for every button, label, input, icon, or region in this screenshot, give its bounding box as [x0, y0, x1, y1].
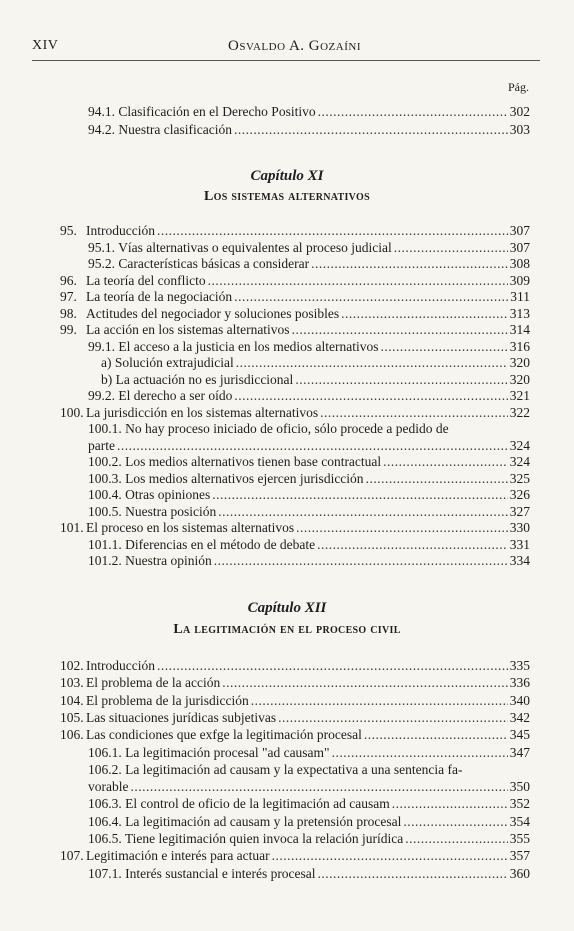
toc-entry[interactable] — [0, 387, 574, 404]
toc-entry[interactable] — [0, 761, 574, 778]
chapter-xii-subtitle: La legitimación en el proceso civil — [173, 622, 401, 637]
toc-entry-page: 342 — [509, 709, 530, 725]
toc-entry-title: b) La actuación no es jurisdiccional — [101, 371, 294, 387]
toc-entry-title: 95.2. Características básicas a considerar — [88, 256, 310, 271]
toc-entry-page: 316 — [509, 338, 530, 354]
toc-entry-title: 106.5. Tiene legitimación quien invoca la relación jurídica — [88, 831, 404, 846]
toc-entry-page: 347 — [509, 744, 530, 760]
toc-entry-title: La acción en los sistemas alternativos — [86, 322, 290, 337]
dot-leader — [318, 103, 508, 120]
toc-entry-title: Actitudes del negociador y soluciones posibles — [86, 305, 340, 321]
toc-entry[interactable] — [0, 305, 574, 322]
toc-entry-title: a) Solución extrajudicial — [101, 355, 234, 370]
toc-entry-title: 100.3. Los medios alternativos ejercen jurisdicción — [88, 470, 364, 486]
toc-entry[interactable] — [0, 692, 574, 709]
toc-entry[interactable] — [0, 744, 574, 761]
toc-entry-page: 303 — [509, 122, 530, 137]
dot-leader — [218, 503, 508, 520]
toc-entry[interactable] — [0, 674, 574, 691]
dot-leader — [130, 778, 507, 795]
toc-entry-page: 313 — [509, 305, 530, 321]
toc-entry-title: Las situaciones jurídicas subjetivas — [86, 709, 277, 725]
dot-leader — [317, 536, 508, 553]
chapter-xi-subtitle: Los sistemas alternativos — [204, 189, 370, 204]
dot-leader — [364, 726, 508, 743]
header-rule — [32, 60, 540, 61]
toc-entry[interactable] — [0, 321, 574, 338]
toc-entry-number: 100. — [60, 404, 84, 420]
toc-entry-page: 325 — [509, 470, 530, 486]
toc-entry-title: El proceso en los sistemas alternativos — [86, 520, 295, 535]
page-column-label: Pág. — [508, 80, 529, 94]
dot-leader — [208, 272, 508, 289]
toc-entry[interactable] — [0, 354, 574, 371]
toc-entry-title: vorable — [88, 779, 129, 795]
toc-entry-page: 355 — [509, 831, 530, 846]
toc-entry[interactable] — [0, 121, 574, 138]
toc-entry-page: 324 — [509, 437, 530, 453]
toc-entry-page: 354 — [509, 813, 530, 829]
dot-leader — [157, 657, 508, 674]
toc-entry-number: 106. — [60, 727, 84, 743]
toc-entry-page: 330 — [509, 520, 530, 535]
toc-entry-title: La teoría de la negociación — [86, 289, 233, 304]
toc-entry[interactable] — [0, 813, 574, 830]
toc-entry[interactable] — [0, 847, 574, 864]
toc-entry-number: 95. — [60, 223, 77, 238]
toc-entry-title: 106.4. La legitimación ad causam y la pretensión procesal — [88, 813, 402, 829]
toc-entry-page: 345 — [509, 727, 530, 743]
toc-entry-page: 340 — [509, 692, 530, 708]
toc-entry-page: 314 — [509, 322, 530, 337]
toc-entry-title: 99.1. El acceso a la justicia en los medios alternativos — [88, 338, 379, 354]
toc-entry-page: 350 — [509, 779, 530, 795]
toc-entry-page: 308 — [509, 256, 530, 271]
toc-entry-number: 102. — [60, 658, 84, 673]
toc-entry[interactable] — [0, 726, 574, 743]
toc-entry-number: 105. — [60, 709, 84, 725]
toc-entry-title: 94.2. Nuestra clasificación — [88, 122, 232, 137]
toc-entry-title: 106.1. La legitimación procesal "ad causam" — [88, 744, 330, 760]
dot-leader — [381, 338, 508, 355]
header-page-number: XIV — [32, 38, 59, 53]
toc-entry-number: 97. — [60, 289, 77, 304]
toc-entry[interactable] — [0, 103, 574, 120]
toc-entry[interactable] — [0, 709, 574, 726]
dot-leader — [366, 470, 508, 487]
toc-entry-number: 101. — [60, 520, 84, 535]
toc-entry-title: 100.2. Los medios alternativos tienen base contractual — [88, 454, 382, 469]
toc-entry-page: 307 — [509, 223, 530, 238]
dot-leader — [320, 404, 508, 421]
toc-entry[interactable] — [0, 503, 574, 520]
chapter-xii-title: Capítulo XII — [247, 600, 327, 616]
toc-entry-title: 100.1. No hay proceso iniciado de oficio, sólo procede a pedido de — [88, 421, 449, 436]
dot-leader — [212, 486, 508, 503]
dot-leader — [311, 255, 508, 272]
toc-entry-page: 360 — [509, 865, 530, 881]
dot-leader — [272, 847, 508, 864]
toc-entry-page: 336 — [509, 675, 530, 691]
toc-entry-number: 104. — [60, 692, 84, 708]
toc-entry-number: 98. — [60, 305, 77, 321]
dot-leader — [295, 371, 507, 388]
toc-entry-page: 321 — [509, 388, 530, 403]
dot-leader — [383, 453, 508, 470]
toc-entry-title: El problema de la acción — [86, 675, 221, 691]
toc-entry[interactable] — [0, 657, 574, 674]
toc-entry-title: 99.2. El derecho a ser oído — [88, 388, 233, 403]
toc-entry[interactable] — [0, 404, 574, 421]
toc-entry-title: 94.1. Clasificación en el Derecho Positivo — [88, 104, 316, 119]
toc-entry-title: La teoría del conflicto — [86, 272, 206, 288]
toc-entry-title: 100.4. Otras opiniones — [88, 487, 211, 502]
toc-entry-title: 101.2. Nuestra opinión — [88, 553, 212, 568]
toc-entry-title: El problema de la jurisdicción — [86, 692, 249, 708]
toc-entry-number: 103. — [60, 675, 84, 691]
toc-entry-title: 101.1. Diferencias en el método de debate — [88, 536, 316, 552]
toc-entry[interactable] — [0, 830, 574, 847]
toc-entry[interactable] — [0, 552, 574, 569]
dot-leader — [318, 865, 508, 882]
dot-leader — [234, 121, 508, 138]
toc-entry[interactable] — [0, 239, 574, 256]
toc-entry[interactable] — [0, 519, 574, 536]
toc-entry-page: 307 — [509, 239, 530, 255]
toc-entry[interactable] — [0, 486, 574, 503]
dot-leader — [236, 354, 508, 371]
dot-leader — [405, 830, 507, 847]
toc-entry[interactable] — [0, 795, 574, 812]
dot-leader — [341, 305, 508, 322]
toc-entry-page: 327 — [509, 503, 530, 519]
toc-entry-title: 95.1. Vías alternativas o equivalentes al proceso judicial — [88, 239, 392, 255]
dot-leader — [332, 744, 508, 761]
toc-entry-title: Las condiciones que exfge la legitimación procesal — [86, 727, 362, 743]
dot-leader — [403, 813, 507, 830]
dot-leader — [117, 437, 508, 454]
toc-entry-page: 322 — [509, 404, 530, 420]
toc-entry[interactable] — [0, 338, 574, 355]
toc-entry-page: 352 — [509, 796, 530, 812]
toc-entry-page: 309 — [509, 272, 530, 288]
toc-entry[interactable] — [0, 470, 574, 487]
dot-leader — [394, 239, 508, 256]
toc-entry-title: Introducción — [86, 658, 155, 673]
dot-leader — [222, 674, 508, 691]
toc-entry-page: 357 — [509, 848, 530, 864]
toc-entry-number: 99. — [60, 322, 77, 337]
header-author: Osvaldo A. Gozaíni — [228, 38, 361, 54]
toc-entry-title: La jurisdicción en los sistemas alternativos — [86, 404, 319, 420]
toc-entry-title: 100.5. Nuestra posición — [88, 503, 217, 519]
chapter-xi-title: Capítulo XI — [250, 168, 324, 184]
dot-leader — [278, 709, 508, 726]
toc-entry[interactable] — [0, 536, 574, 553]
toc-entry-title: Legitimación e interés para actuar — [86, 848, 270, 864]
toc-entry[interactable] — [0, 778, 574, 795]
toc-entry[interactable] — [0, 222, 574, 239]
toc-entry-page: 335 — [509, 658, 530, 673]
toc-entry-page: 331 — [509, 536, 530, 552]
toc-entry-title: 107.1. Interés sustancial e interés procesal — [88, 865, 316, 881]
toc-entry[interactable] — [0, 420, 574, 437]
toc-entry[interactable] — [0, 255, 574, 272]
dot-leader — [234, 387, 507, 404]
dot-leader — [214, 552, 508, 569]
dot-leader — [296, 519, 508, 536]
toc-entry-page: 326 — [509, 487, 530, 502]
toc-entry[interactable] — [0, 288, 574, 305]
toc-entry[interactable] — [0, 437, 574, 454]
toc-entry-page: 324 — [509, 454, 530, 469]
dot-leader — [292, 321, 508, 338]
running-header — [30, 38, 540, 60]
toc-entry-page: 320 — [509, 371, 530, 387]
dot-leader — [392, 795, 508, 812]
toc-entry-page: 334 — [509, 553, 530, 568]
toc-entry-title: 106.3. El control de oficio de la legitimación ad causam — [88, 796, 390, 812]
dot-leader — [234, 288, 508, 305]
toc-entry-page: 311 — [510, 289, 530, 304]
toc-entry[interactable] — [0, 865, 574, 882]
toc-entry-title: Introducción — [86, 223, 155, 238]
toc-entry-title: parte — [88, 437, 115, 453]
toc-entry-number: 107. — [60, 848, 84, 864]
toc-entry-number: 96. — [60, 272, 77, 288]
toc-entry[interactable] — [0, 453, 574, 470]
toc-entry[interactable] — [0, 272, 574, 289]
toc-entry-title: 106.2. La legitimación ad causam y la expectativa a una sentencia fa- — [88, 761, 463, 777]
dot-leader — [251, 692, 508, 709]
toc-entry[interactable] — [0, 371, 574, 388]
toc-entry-page: 302 — [509, 104, 530, 119]
toc-entry-page: 320 — [509, 355, 530, 370]
dot-leader — [157, 222, 508, 239]
